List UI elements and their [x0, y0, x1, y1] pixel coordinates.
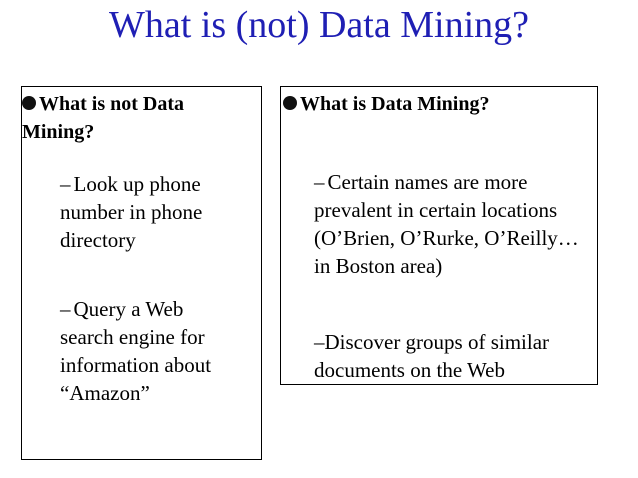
- right-item-1-line2: prevalent in certain locations: [314, 198, 558, 222]
- dash-marker: –: [314, 330, 325, 354]
- right-heading: [283, 90, 489, 118]
- right-item-1-line3: (O’Brien, O’Rurke, O’Reilly…: [314, 226, 579, 250]
- left-item-1: [60, 170, 202, 254]
- left-item-2-line2: search engine for: [60, 325, 205, 349]
- dash-marker: –: [60, 297, 71, 321]
- slide-title: What is (not) Data Mining?: [108, 4, 529, 46]
- left-item-2: [60, 295, 211, 407]
- bullet-icon: [22, 96, 36, 110]
- right-item-1-line4: in Boston area): [314, 254, 443, 278]
- left-item-2-line4: “Amazon”: [60, 381, 150, 405]
- right-item-2-line2: documents on the Web: [314, 358, 505, 382]
- left-item-2-line3: information about: [60, 353, 212, 377]
- right-item-1: [314, 168, 579, 280]
- dash-marker: –: [60, 172, 71, 196]
- dash-marker: –: [314, 170, 325, 194]
- right-item-2-line1: Discover groups of similar: [324, 330, 550, 354]
- left-item-2-line1: Query a Web: [73, 297, 184, 321]
- left-item-1-line2: number in phone: [60, 200, 203, 224]
- bullet-icon: [283, 96, 297, 110]
- right-item-2: [314, 328, 549, 384]
- left-item-1-line3: directory: [60, 228, 136, 252]
- right-item-1-line1: Certain names are more: [327, 170, 528, 194]
- right-heading-text: What is Data Mining?: [300, 93, 490, 115]
- left-item-1-line1: Look up phone: [73, 172, 201, 196]
- left-heading: [22, 90, 184, 146]
- left-heading-line1: What is not Data: [39, 93, 185, 115]
- left-heading-line2: Mining?: [22, 121, 95, 143]
